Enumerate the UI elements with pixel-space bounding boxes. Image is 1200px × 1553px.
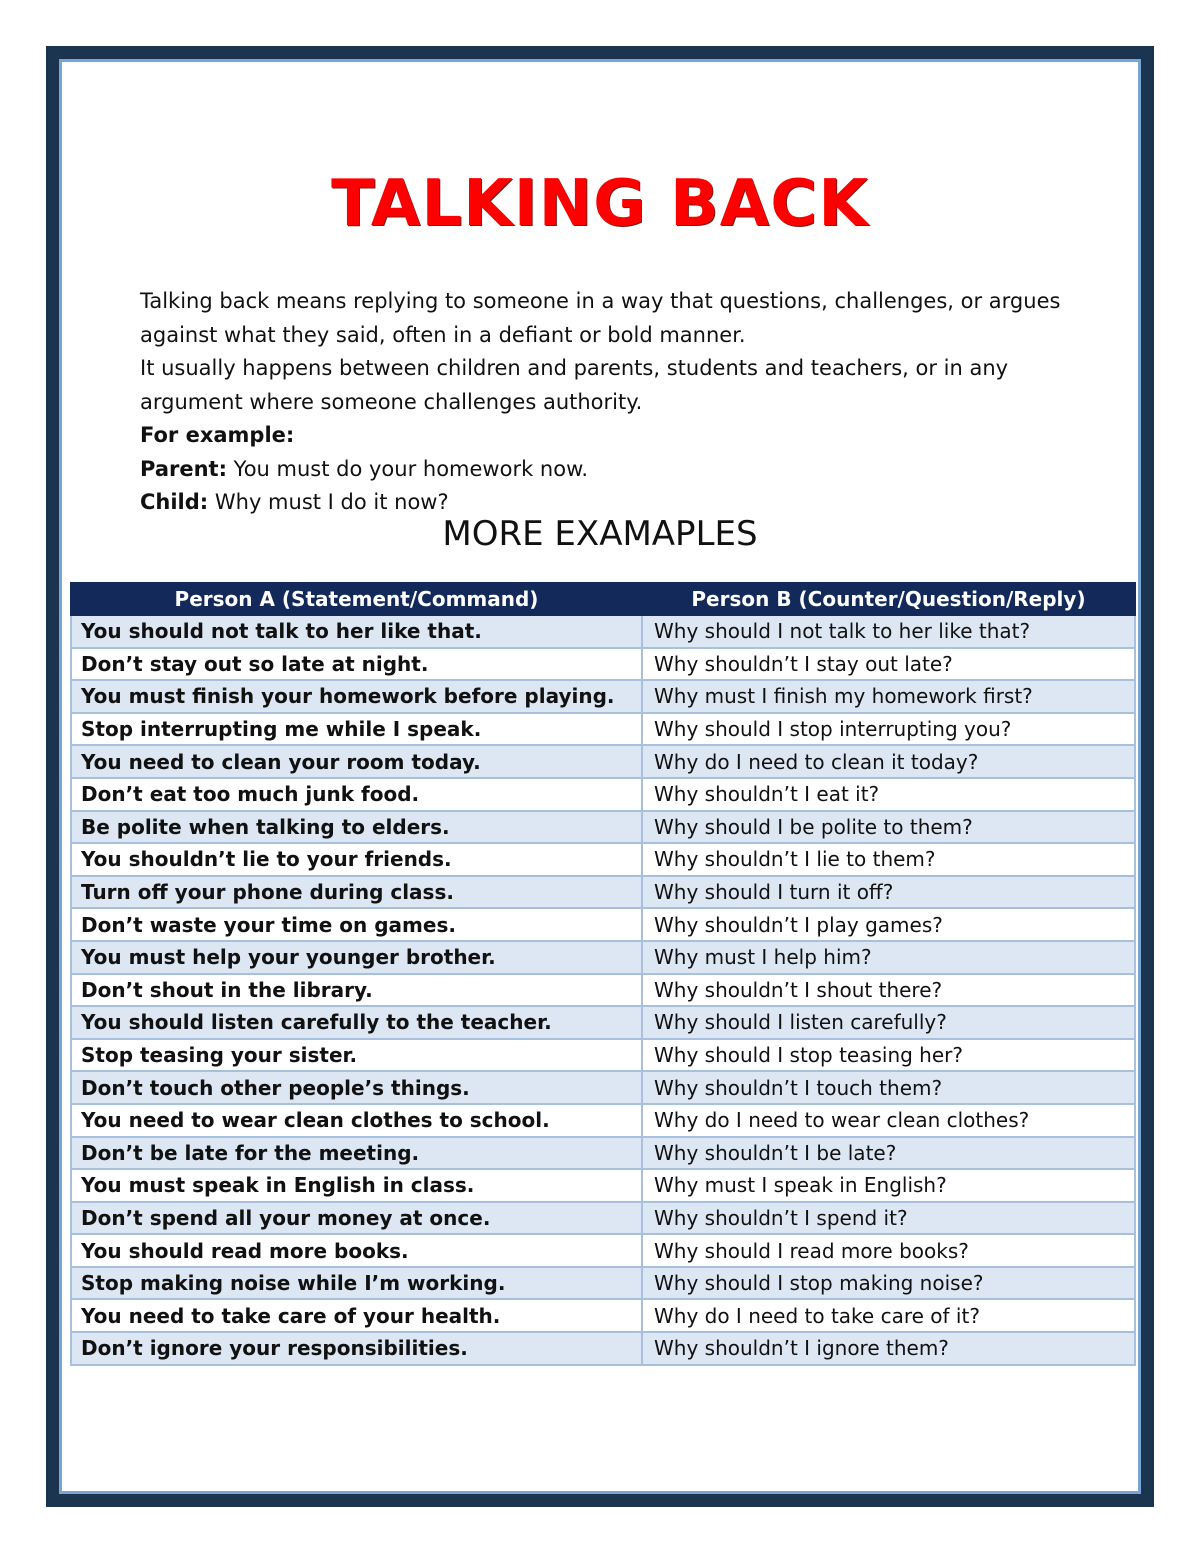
table-row [71, 1039, 1135, 1072]
statement-cell: Don’t stay out so late at night. [71, 648, 642, 681]
table-row [71, 1006, 1135, 1039]
header-person-b: Person B (Counter/Question/Reply) [642, 583, 1135, 615]
statement-cell: You should read more books. [71, 1234, 642, 1267]
reply-cell: Why should I be polite to them? [642, 811, 1135, 844]
child-label: Child: [140, 490, 209, 514]
parent-label: Parent: [140, 456, 227, 481]
intro-text [140, 285, 1100, 520]
reply-cell: Why must I help him? [642, 941, 1135, 974]
table-row [71, 745, 1135, 778]
statement-cell: You must finish your homework before playing. [71, 680, 642, 713]
reply-cell: Why do I need to take care of it? [642, 1299, 1135, 1332]
examples-table [70, 582, 1136, 1366]
table-row [71, 941, 1135, 974]
table-body [71, 615, 1135, 1365]
child-text: Why must I do it now? [208, 490, 449, 514]
statement-cell: Don’t eat too much junk food. [71, 778, 642, 811]
statement-cell: You should not talk to her like that. [71, 615, 642, 648]
page-title: TALKING BACK [331, 167, 869, 241]
reply-cell: Why shouldn’t I ignore them? [642, 1332, 1135, 1365]
intro-definition: Talking back means replying to someone in a way that questions, challenges, or argues against what they said, often in a defiant or bold manner. [140, 289, 1061, 347]
statement-cell: Don’t shout in the library. [71, 974, 642, 1007]
statement-cell: Don’t spend all your money at once. [71, 1202, 642, 1235]
statement-cell: Stop teasing your sister. [71, 1039, 642, 1072]
reply-cell: Why should I not talk to her like that? [642, 615, 1135, 648]
more-examples-heading: MORE EXAMAPLES [442, 514, 758, 554]
table-row [71, 713, 1135, 746]
reply-cell: Why shouldn’t I touch them? [642, 1071, 1135, 1104]
reply-cell: Why shouldn’t I be late? [642, 1137, 1135, 1170]
table-row [71, 1202, 1135, 1235]
table-row [71, 680, 1135, 713]
statement-cell: You need to take care of your health. [71, 1299, 642, 1332]
table-row [71, 1071, 1135, 1104]
example-heading: For example: [140, 423, 295, 447]
table-row [71, 1234, 1135, 1267]
reply-cell: Why should I listen carefully? [642, 1006, 1135, 1039]
table-row [71, 778, 1135, 811]
statement-cell: You must help your younger brother. [71, 941, 642, 974]
header-person-a: Person A (Statement/Command) [71, 583, 642, 615]
table-row [71, 908, 1135, 941]
table-row [71, 1299, 1135, 1332]
table-row [71, 615, 1135, 648]
reply-cell: Why must I speak in English? [642, 1169, 1135, 1202]
table-row [71, 648, 1135, 681]
statement-cell: Don’t touch other people’s things. [71, 1071, 642, 1104]
table-row [71, 1267, 1135, 1300]
table-row [71, 811, 1135, 844]
example-parent [140, 453, 1100, 487]
reply-cell: Why shouldn’t I lie to them? [642, 843, 1135, 876]
statement-cell: You need to clean your room today. [71, 745, 642, 778]
statement-cell: Stop interrupting me while I speak. [71, 713, 642, 746]
intro-context: It usually happens between children and parents, students and teachers, or in any argument where someone challenges authority. [140, 356, 1009, 414]
table-row [71, 1332, 1135, 1365]
statement-cell: You need to wear clean clothes to school. [71, 1104, 642, 1137]
page-border [46, 46, 1154, 1507]
statement-cell: Stop making noise while I’m working. [71, 1267, 642, 1300]
reply-cell: Why should I read more books? [642, 1234, 1135, 1267]
statement-cell: Turn off your phone during class. [71, 876, 642, 909]
table-row [71, 876, 1135, 909]
table-row [71, 843, 1135, 876]
table-row [71, 1137, 1135, 1170]
table-row [71, 1104, 1135, 1137]
reply-cell: Why shouldn’t I stay out late? [642, 648, 1135, 681]
statement-cell: Don’t be late for the meeting. [71, 1137, 642, 1170]
statement-cell: Don’t ignore your responsibilities. [71, 1332, 642, 1365]
parent-text: You must do your homework now. [226, 456, 589, 481]
statement-cell: Don’t waste your time on games. [71, 908, 642, 941]
reply-cell: Why do I need to clean it today? [642, 745, 1135, 778]
reply-cell: Why do I need to wear clean clothes? [642, 1104, 1135, 1137]
statement-cell: Be polite when talking to elders. [71, 811, 642, 844]
reply-cell: Why shouldn’t I spend it? [642, 1202, 1135, 1235]
statement-cell: You must speak in English in class. [71, 1169, 642, 1202]
statement-cell: You should listen carefully to the teacher. [71, 1006, 642, 1039]
reply-cell: Why should I stop making noise? [642, 1267, 1135, 1300]
reply-cell: Why shouldn’t I shout there? [642, 974, 1135, 1007]
statement-cell: You shouldn’t lie to your friends. [71, 843, 642, 876]
table-header-row [71, 583, 1135, 615]
reply-cell: Why should I stop teasing her? [642, 1039, 1135, 1072]
reply-cell: Why should I turn it off? [642, 876, 1135, 909]
reply-cell: Why should I stop interrupting you? [642, 713, 1135, 746]
page-content [59, 59, 1141, 1494]
reply-cell: Why must I finish my homework first? [642, 680, 1135, 713]
reply-cell: Why shouldn’t I play games? [642, 908, 1135, 941]
table-row [71, 1169, 1135, 1202]
reply-cell: Why shouldn’t I eat it? [642, 778, 1135, 811]
table-row [71, 974, 1135, 1007]
